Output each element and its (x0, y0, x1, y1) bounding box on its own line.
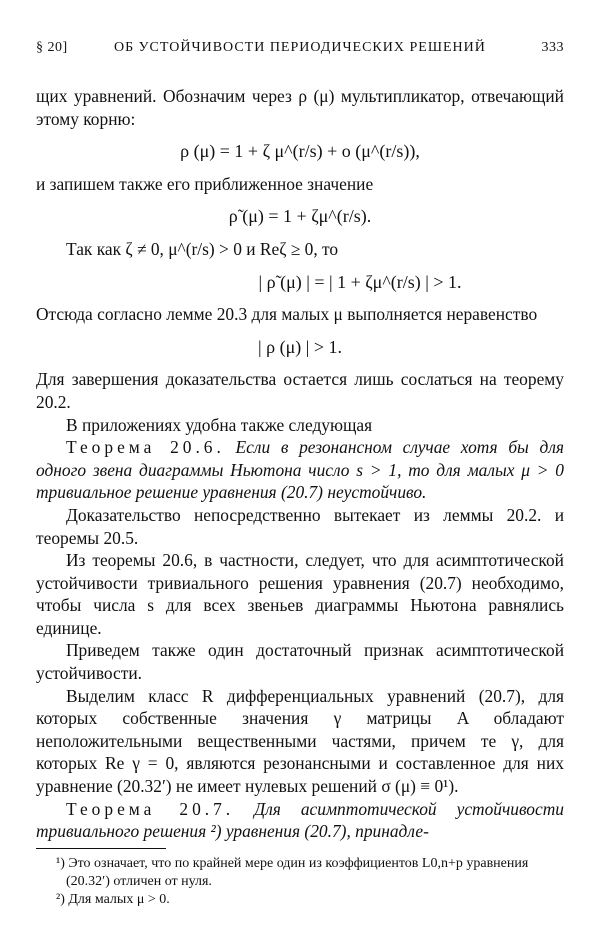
formula: | ρ (μ) | > 1. (258, 336, 342, 357)
theorem-paragraph (36, 798, 564, 843)
paragraph: Для завершения доказательства остается лишь сослаться на теорему 20.2. (36, 369, 564, 412)
footnote: ²) Для малых μ > 0. (56, 892, 170, 907)
paragraph: щих уравнений. Обозначим через ρ (μ) мультипликатор, отвечающий этому корню: (36, 86, 564, 129)
theorem-statement: Если в резонансном случае хотя бы для одного звена диаграммы Ньютона число s > 1, то для малых μ > 0 тривиальное решение уравнения (20.7) неустойчиво. (36, 437, 564, 503)
paragraph: и запишем также его приближенное значение (36, 173, 374, 194)
paragraph: Из теоремы 20.6, в частности, следует, что для асимптотической устойчивости тривиального решения уравнения (20.7) необходимо, чтобы числа s для всех звеньев диаграммы Ньютона равнялись единице. (36, 550, 564, 638)
page-body (36, 85, 564, 843)
footnote: ¹) Это означает, что по крайней мере один из коэффициентов L0,n+p уравнения (20.32′) отличен от нуля. (56, 856, 529, 889)
paragraph: Так как ζ ≠ 0, μ^(r/s) > 0 и Reζ ≥ 0, то (66, 238, 339, 259)
paragraph: Доказательство непосредственно вытекает из леммы 20.2. и теоремы 20.5. (36, 504, 564, 548)
formula: | ρ̃ (μ) | = | 1 + ζμ^(r/s) | > 1. (258, 271, 462, 292)
running-title: ОБ УСТОЙЧИВОСТИ ПЕРИОДИЧЕСКИХ РЕШЕНИЙ (114, 40, 486, 55)
paragraph: Выделим класс R дифференциальных уравнений (20.7), для которых собственные значения γ матрицы A обладают неположительными вещественными частями, причем те γ, для которых Re γ = 0, являются резонансными и составленное для них уравнение (20.32′) не имеет нулевых решений σ (μ) ≡ 0¹). (36, 685, 564, 797)
footnotes (36, 848, 564, 909)
running-header (36, 40, 564, 60)
theorem-statement: Для асимптотической устойчивости тривиального решения ²) уравнения (20.7), принадле- (36, 798, 564, 842)
page-number: 333 (541, 40, 564, 55)
theorem-label: Теорема 20.6. (66, 437, 225, 458)
formula: ρ̃ (μ) = 1 + ζμ^(r/s). (228, 206, 372, 227)
theorem-paragraph (36, 436, 564, 504)
formula: ρ (μ) = 1 + ζ μ^(r/s) + o (μ^(r/s)), (180, 141, 420, 162)
section-marker: § 20] (36, 40, 68, 55)
paragraph: Приведем также один достаточный признак асимптотической устойчивости. (36, 640, 564, 684)
paragraph: Отсюда согласно лемме 20.3 для малых μ выполняется неравенство (36, 304, 538, 325)
footnote-rule (36, 848, 166, 849)
paragraph: В приложениях удобна также следующая (66, 414, 373, 435)
theorem-label: Теорема 20.7. (66, 798, 235, 819)
